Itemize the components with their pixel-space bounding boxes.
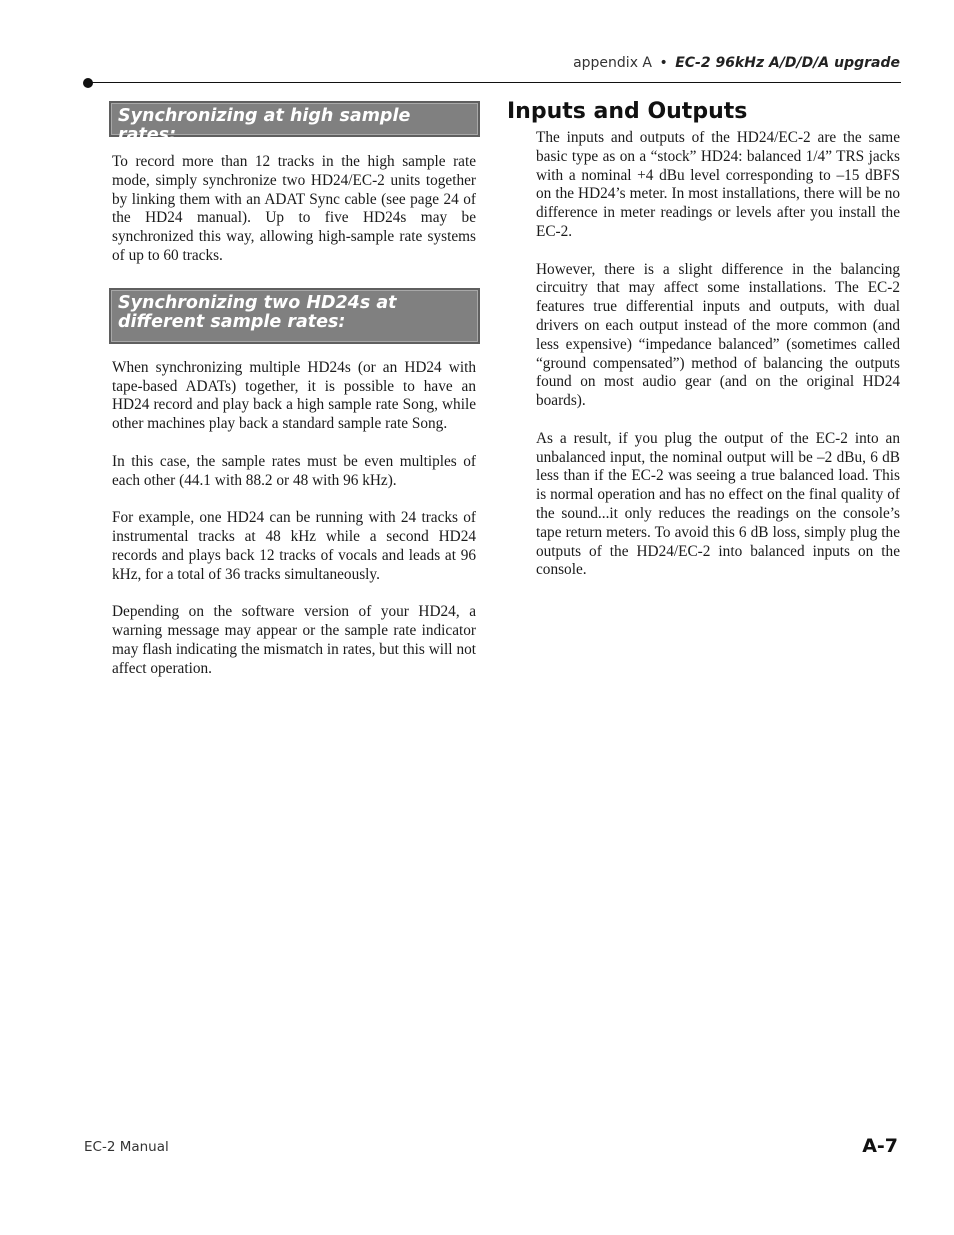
paragraph-warning-message: Depending on the software version of your HD24, a warning message may appear or the sample rate indicator may flash indicating the mismatch in rates, but this will not affect operation. bbox=[112, 603, 476, 677]
right-column bbox=[507, 98, 900, 580]
header-title: EC-2 96kHz A/D/D/A upgrade bbox=[675, 55, 900, 71]
paragraph-example: For example, one HD24 can be running with 24 tracks of instrumental tracks at 48 kHz while a second HD24 records and plays back 12 tracks of vocals and leads at 96 kHz, for a total of 36 tracks simultaneously. bbox=[112, 509, 476, 583]
paragraph-sync-high-rates: To record more than 12 tracks in the high sample rate mode, simply synchronize two HD24/EC-2 units together by linking them with an ADAT Sync cable (see page 24 of the HD24 manual). Up to five HD24s may be synchronized this way, allowing high-sample rate systems of up to 60 tracks. bbox=[112, 153, 476, 264]
header-rule-dot bbox=[83, 78, 93, 88]
header-section-label: appendix A bbox=[573, 55, 653, 71]
heading-inputs-outputs: Inputs and Outputs bbox=[507, 99, 748, 124]
header-rule bbox=[88, 82, 901, 83]
paragraph-io-basic-type: The inputs and outputs of the HD24/EC-2 are the same basic type as on a “stock” HD24: balanced 1/4” TRS jacks with a nominal +4 dBu level corresponding to –15 dBFS on the HD24’s meter. In most installations, there will be no difference in meter readings or levels after you install the EC-2. bbox=[536, 129, 900, 240]
heading-sync-different-rates: Synchronizing two HD24s at different sample rates: bbox=[109, 288, 480, 344]
footer-manual-name: EC-2 Manual bbox=[84, 1139, 169, 1155]
left-column bbox=[112, 101, 476, 678]
header-bullet: • bbox=[659, 55, 668, 71]
paragraph-multiple-hd24s: When synchronizing multiple HD24s (or an HD24 with tape-based ADATs) together, it is possible to have an HD24 record and play back a high sample rate Song, while other machines play back a standard sample rate Song. bbox=[112, 358, 476, 433]
paragraph-balancing-difference: However, there is a slight difference in the balancing circuitry that may affect some installations. The EC-2 features true differential inputs and outputs, with dual drivers on each output instead of the more common (and less expensive) “impedance balanced” (sometimes called “ground compensated”) method of balancing the outputs found on most audio gear (and on the original HD24 boards). bbox=[536, 260, 900, 410]
running-header bbox=[573, 55, 900, 71]
paragraph-unbalanced-result: As a result, if you plug the output of the EC-2 into an unbalanced input, the nominal output will be –2 dBu, 6 dB less than if the EC-2 was seeing a true balanced load. This is normal operation and has no effect on the final quality of the sound...it only reduces the readings on the console’s tape return meters. To avoid this 6 dB loss, simply plug the outputs of the HD24/EC-2 into balanced inputs on the console. bbox=[536, 429, 900, 579]
heading-sync-high-sample-rates: Synchronizing at high sample rates: bbox=[109, 101, 480, 137]
footer-page-number: A-7 bbox=[862, 1135, 898, 1157]
paragraph-even-multiples: In this case, the sample rates must be even multiples of each other (44.1 with 88.2 or 48 with 96 kHz). bbox=[112, 452, 476, 489]
